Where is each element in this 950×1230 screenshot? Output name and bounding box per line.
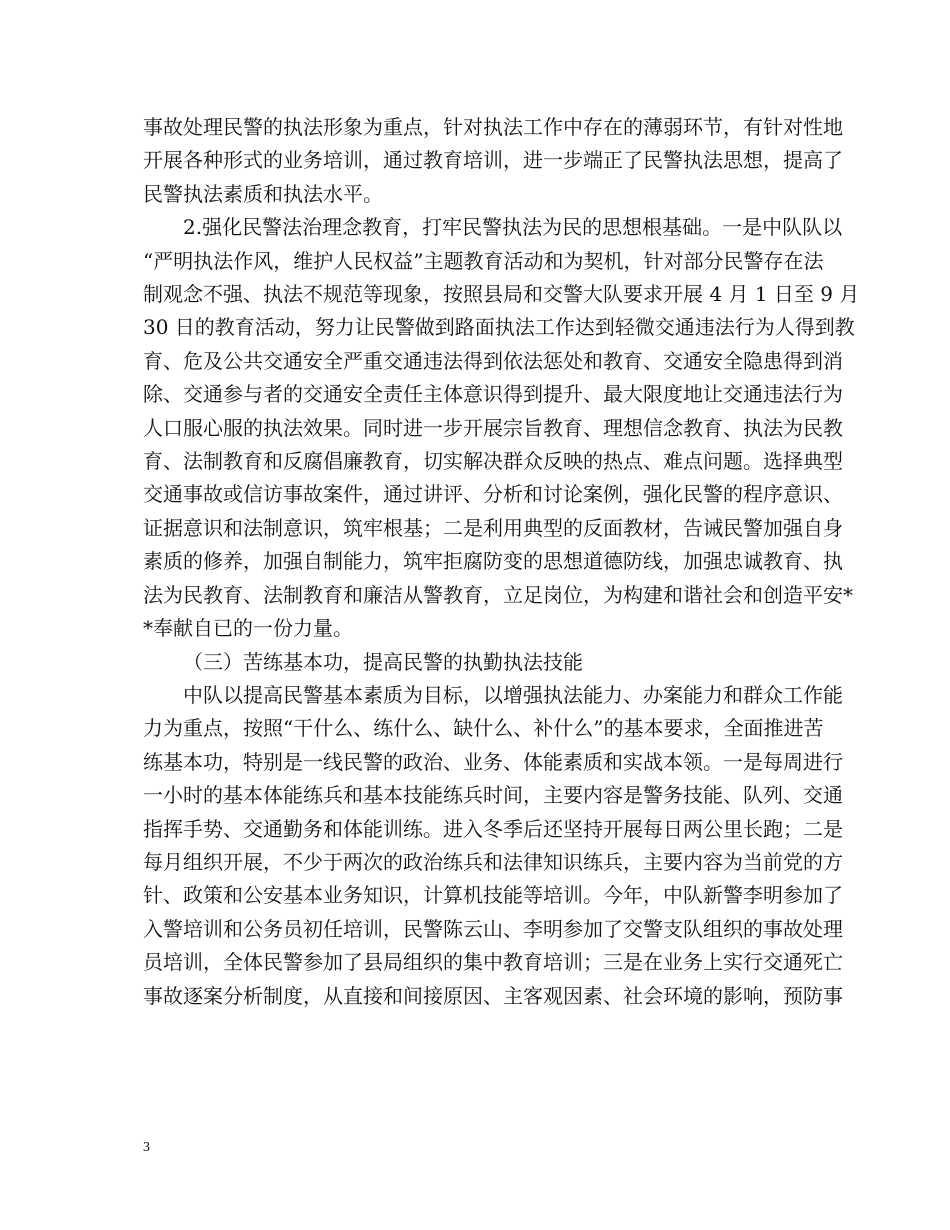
text-line: 素质的修养，加强自制能力，筑牢拒腐防变的思想道德防线，加强忠诚教育、执 <box>143 549 843 574</box>
text-line: （三）苦练基本功，提高民警的执勤执法技能 <box>183 649 583 674</box>
paragraph-p2 <box>143 211 860 645</box>
text-line: 练基本功，特别是一线民警的政治、业务、体能素质和实战本领。一是每周进行 <box>143 749 843 774</box>
text-line: *奉献自已的一份力量。 <box>143 616 353 641</box>
text-line: 育、法制教育和反腐倡廉教育，切实解决群众反映的热点、难点问题。选择典型 <box>143 449 843 474</box>
paragraph-p3 <box>143 646 808 679</box>
text-line: “严明执法作风，维护人民权益”主题教育活动和为契机，针对部分民警存在法 <box>143 248 824 273</box>
paragraph-p1 <box>143 111 843 211</box>
text-line: 针、政策和公安基本业务知识，计算机技能等培训。今年，中队新警李明参加了 <box>143 883 843 908</box>
text-line: 事故处理民警的执法形象为重点，针对执法工作中存在的薄弱环节，有针对性地 <box>143 115 843 139</box>
text-line: 员培训，全体民警参加了县局组织的集中教育培训；三是在业务上实行交通死亡 <box>143 950 843 975</box>
text-line: 事故逐案分析制度，从直接和间接原因、主客观因素、社会环境的影响，预防事 <box>143 983 843 1008</box>
text-line: 证据意识和法制意识，筑牢根基；二是利用典型的反面教材，告诫民警加强自身 <box>143 515 843 540</box>
text-line: 除、交通参与者的交通安全责任主体意识得到提升、最大限度地让交通违法行为 <box>143 382 843 407</box>
paragraph-p4 <box>143 679 843 1013</box>
text-line: 一小时的基本体能练兵和基本技能练兵时间，主要内容是警务技能、队列、交通 <box>143 783 843 808</box>
text-line: 交通事故或信访事故案件，通过讲评、分析和讨论案例，强化民警的程序意识、 <box>143 482 843 507</box>
text-line: 开展各种形式的业务培训，通过教育培训，进一步端正了民警执法思想，提高了 <box>143 148 843 173</box>
text-line: 育、危及公共交通安全严重交通违法得到依法惩处和教育、交通安全隐患得到消 <box>143 348 843 373</box>
text-line: 力为重点，按照“干什么、练什么、缺什么、补什么”的基本要求，全面推进苦 <box>143 716 824 741</box>
text-line: 入警培训和公务员初任培训，民警陈云山、李明参加了交警支队组织的事故处理 <box>143 916 843 941</box>
text-line: 指挥手势、交通勤务和体能训练。进入冬季后还坚持开展每日两公里长跑；二是 <box>143 816 843 841</box>
page-number: 3 <box>143 1140 150 1155</box>
text-line: 2.强化民警法治理念教育，打牢民警执法为民的思想根基础。一是中队队以 <box>183 215 843 240</box>
text-line: 民警执法素质和执法水平。 <box>143 181 383 206</box>
text-line: 制观念不强、执法不规范等现象，按照县局和交警大队要求开展 4 月 1 日至 9 月 <box>143 282 860 307</box>
text-line: 30 日的教育活动，努力让民警做到路面执法工作达到轻微交通违法行为人得到教 <box>143 315 855 340</box>
text-line: 人口服心服的执法效果。同时进一步开展宗旨教育、理想信念教育、执法为民教 <box>143 415 843 440</box>
text-line: 每月组织开展，不少于两次的政治练兵和法律知识练兵，主要内容为当前党的方 <box>143 849 843 874</box>
text-line: 中队以提高民警基本素质为目标，以增强执法能力、办案能力和群众工作能 <box>183 682 843 707</box>
text-line: 法为民教育、法制教育和廉洁从警教育，立足岗位，为构建和谐社会和创造平安* <box>143 582 853 607</box>
document-body <box>143 111 860 1013</box>
